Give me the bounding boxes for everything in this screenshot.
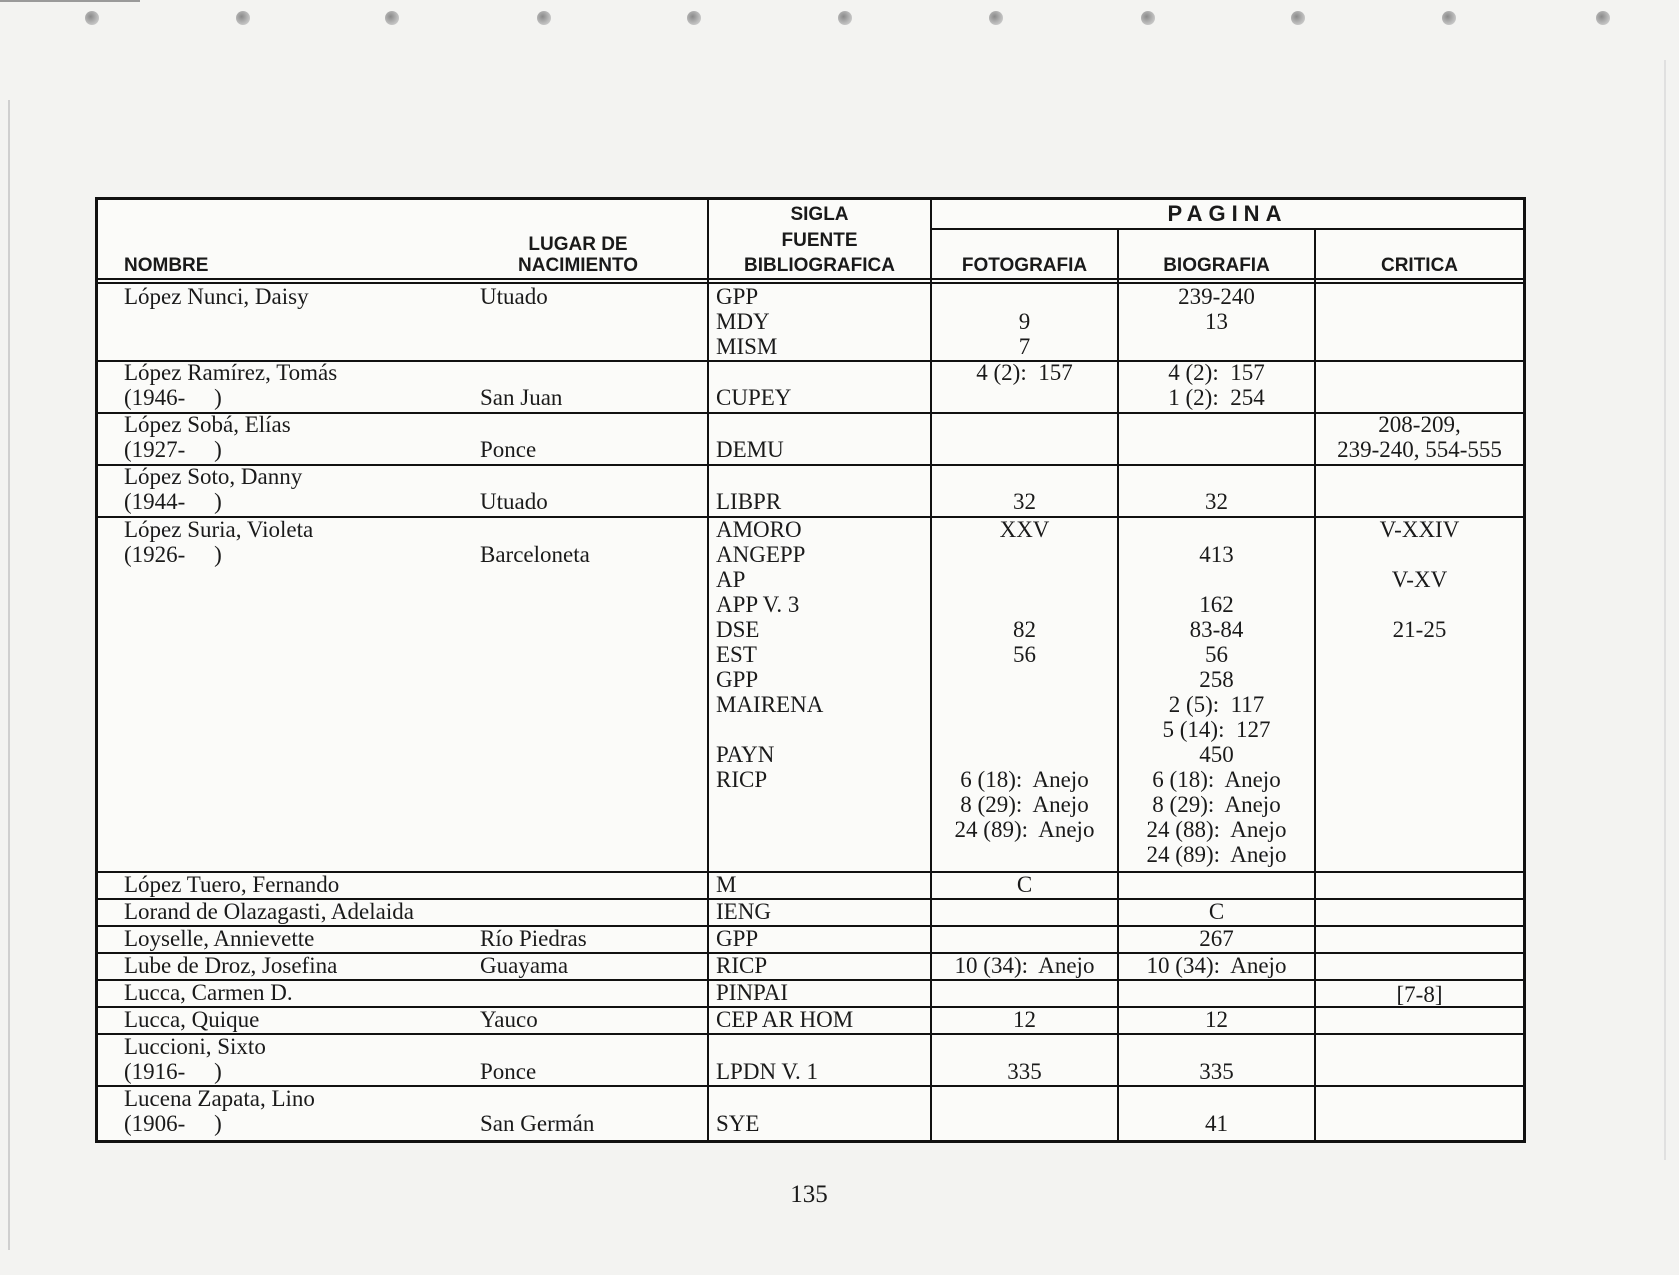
cell-lugar: Ponce [480, 437, 537, 462]
cell-fotografia: 10 (34): Anejo [954, 953, 1095, 978]
cell-sigla: RICP [716, 953, 768, 978]
binder-hole [1596, 11, 1610, 25]
header-divider [98, 278, 1523, 280]
cell-biografia: 32 [1205, 489, 1228, 514]
header-critica: CRITICA [1380, 255, 1459, 276]
cell-sigla: PINPAI [716, 980, 789, 1005]
bibliography-table [95, 197, 1526, 1143]
binder-hole [989, 11, 1003, 25]
binder-hole [1141, 11, 1155, 25]
binder-hole [1291, 11, 1305, 25]
binder-hole [537, 11, 551, 25]
cell-nombre: López Ramírez, Tomás (1946- ) [124, 360, 338, 410]
binder-holes [0, 0, 1679, 40]
scan-right-edge [1664, 60, 1666, 1160]
cell-lugar: Yauco [480, 1007, 538, 1032]
cell-sigla: CEP AR HOM [716, 1007, 854, 1032]
header-lugar-line2: NACIMIENTO [518, 255, 638, 276]
cell-sigla: IENG [716, 899, 771, 924]
cell-fotografia: 335 [1007, 1059, 1042, 1084]
cell-nombre: López Sobá, Elías (1927- ) [124, 412, 291, 462]
cell-biografia: 41 [1205, 1111, 1228, 1136]
cell-fotografia: 9 7 [1018, 309, 1031, 359]
binder-hole [1442, 11, 1456, 25]
cell-nombre: Lucena Zapata, Lino (1906- ) [124, 1086, 315, 1136]
cell-fotografia: 12 [1013, 1007, 1036, 1032]
row-divider [98, 979, 1523, 981]
row-divider [98, 412, 1523, 414]
cell-lugar: Barceloneta [480, 542, 590, 567]
header-fotografia: FOTOGRAFIA [961, 255, 1088, 276]
cell-sigla: LIBPR [716, 489, 782, 514]
cell-fotografia: XXV 82 56 6 (18): Anejo 8 (29): Anejo 24 (89): Anejo [954, 517, 1095, 842]
cell-biografia: 12 [1205, 1007, 1228, 1032]
page-number: 135 [790, 1181, 828, 1208]
cell-nombre: Lucca, Carmen D. [124, 980, 293, 1005]
cell-biografia: 239-240 13 [1178, 284, 1255, 334]
cell-nombre: Lorand de Olazagasti, Adelaida [124, 899, 414, 924]
header-pagina: PAGINA [1167, 201, 1288, 226]
header-sigla-line2: FUENTE [781, 230, 858, 251]
cell-critica: [7-8] [1396, 982, 1443, 1007]
column-divider [707, 200, 709, 1140]
cell-nombre: Lube de Droz, Josefina [124, 953, 338, 978]
cell-sigla: DEMU [716, 437, 784, 462]
binder-hole [838, 11, 852, 25]
cell-sigla: GPP MDY MISM [716, 284, 778, 359]
binder-hole [687, 11, 701, 25]
cell-lugar: Guayama [480, 953, 569, 978]
cell-biografia: 267 [1199, 926, 1234, 951]
cell-critica: V-XXIV V-XV 21-25 [1379, 517, 1460, 642]
header-biografia: BIOGRAFIA [1163, 255, 1270, 276]
cell-nombre: Luccioni, Sixto (1916- ) [124, 1034, 266, 1084]
binder-hole [385, 11, 399, 25]
cell-sigla: AMORO ANGEPP AP APP V. 3 DSE EST GPP MAIRENA PAYN RICP [716, 517, 824, 792]
cell-nombre: Lucca, Quique [124, 1007, 260, 1032]
header-sigla-line1: SIGLA [790, 204, 849, 225]
cell-nombre: López Soto, Danny (1944- ) [124, 464, 303, 514]
cell-lugar: Río Piedras [480, 926, 587, 951]
cell-fotografia: 32 [1013, 489, 1036, 514]
header-nombre: NOMBRE [124, 255, 209, 276]
cell-biografia: 413 162 83-84 56 258 2 (5): 117 5 (14): 127 450 6 (18): Anejo 8 (29): Anejo 24 (88): Anejo 24 (89): Anejo [1146, 542, 1287, 867]
cell-sigla: M [716, 872, 737, 897]
cell-sigla: LPDN V. 1 [716, 1059, 819, 1084]
cell-lugar: Ponce [480, 1059, 537, 1084]
pagina-divider [930, 228, 1523, 230]
cell-biografia: 335 [1199, 1059, 1234, 1084]
cell-nombre: López Nunci, Daisy [124, 284, 309, 309]
cell-biografia: 4 (2): 157 1 (2): 254 [1168, 360, 1265, 410]
cell-sigla: CUPEY [716, 385, 792, 410]
binder-hole [85, 11, 99, 25]
cell-lugar: San Germán [480, 1111, 595, 1136]
cell-biografia: 10 (34): Anejo [1146, 953, 1287, 978]
cell-sigla: GPP [716, 926, 759, 951]
scan-left-edge [8, 100, 10, 1250]
cell-lugar: San Juan [480, 385, 563, 410]
cell-fotografia: 4 (2): 157 [976, 360, 1073, 385]
cell-lugar: Utuado [480, 284, 548, 309]
cell-lugar: Utuado [480, 489, 548, 514]
cell-sigla: SYE [716, 1111, 760, 1136]
cell-critica: 208-209, 239-240, 554-555 [1337, 412, 1502, 462]
cell-nombre: López Tuero, Fernando [124, 872, 340, 897]
header-lugar-line1: LUGAR DE [528, 234, 628, 255]
binder-hole [236, 11, 250, 25]
cell-fotografia: C [1016, 872, 1033, 897]
cell-nombre: López Suria, Violeta (1926- ) [124, 517, 314, 567]
header-sigla-line3: BIBLIOGRAFICA [744, 255, 895, 276]
cell-nombre: Loyselle, Annievette [124, 926, 315, 951]
cell-biografia: C [1208, 899, 1225, 924]
